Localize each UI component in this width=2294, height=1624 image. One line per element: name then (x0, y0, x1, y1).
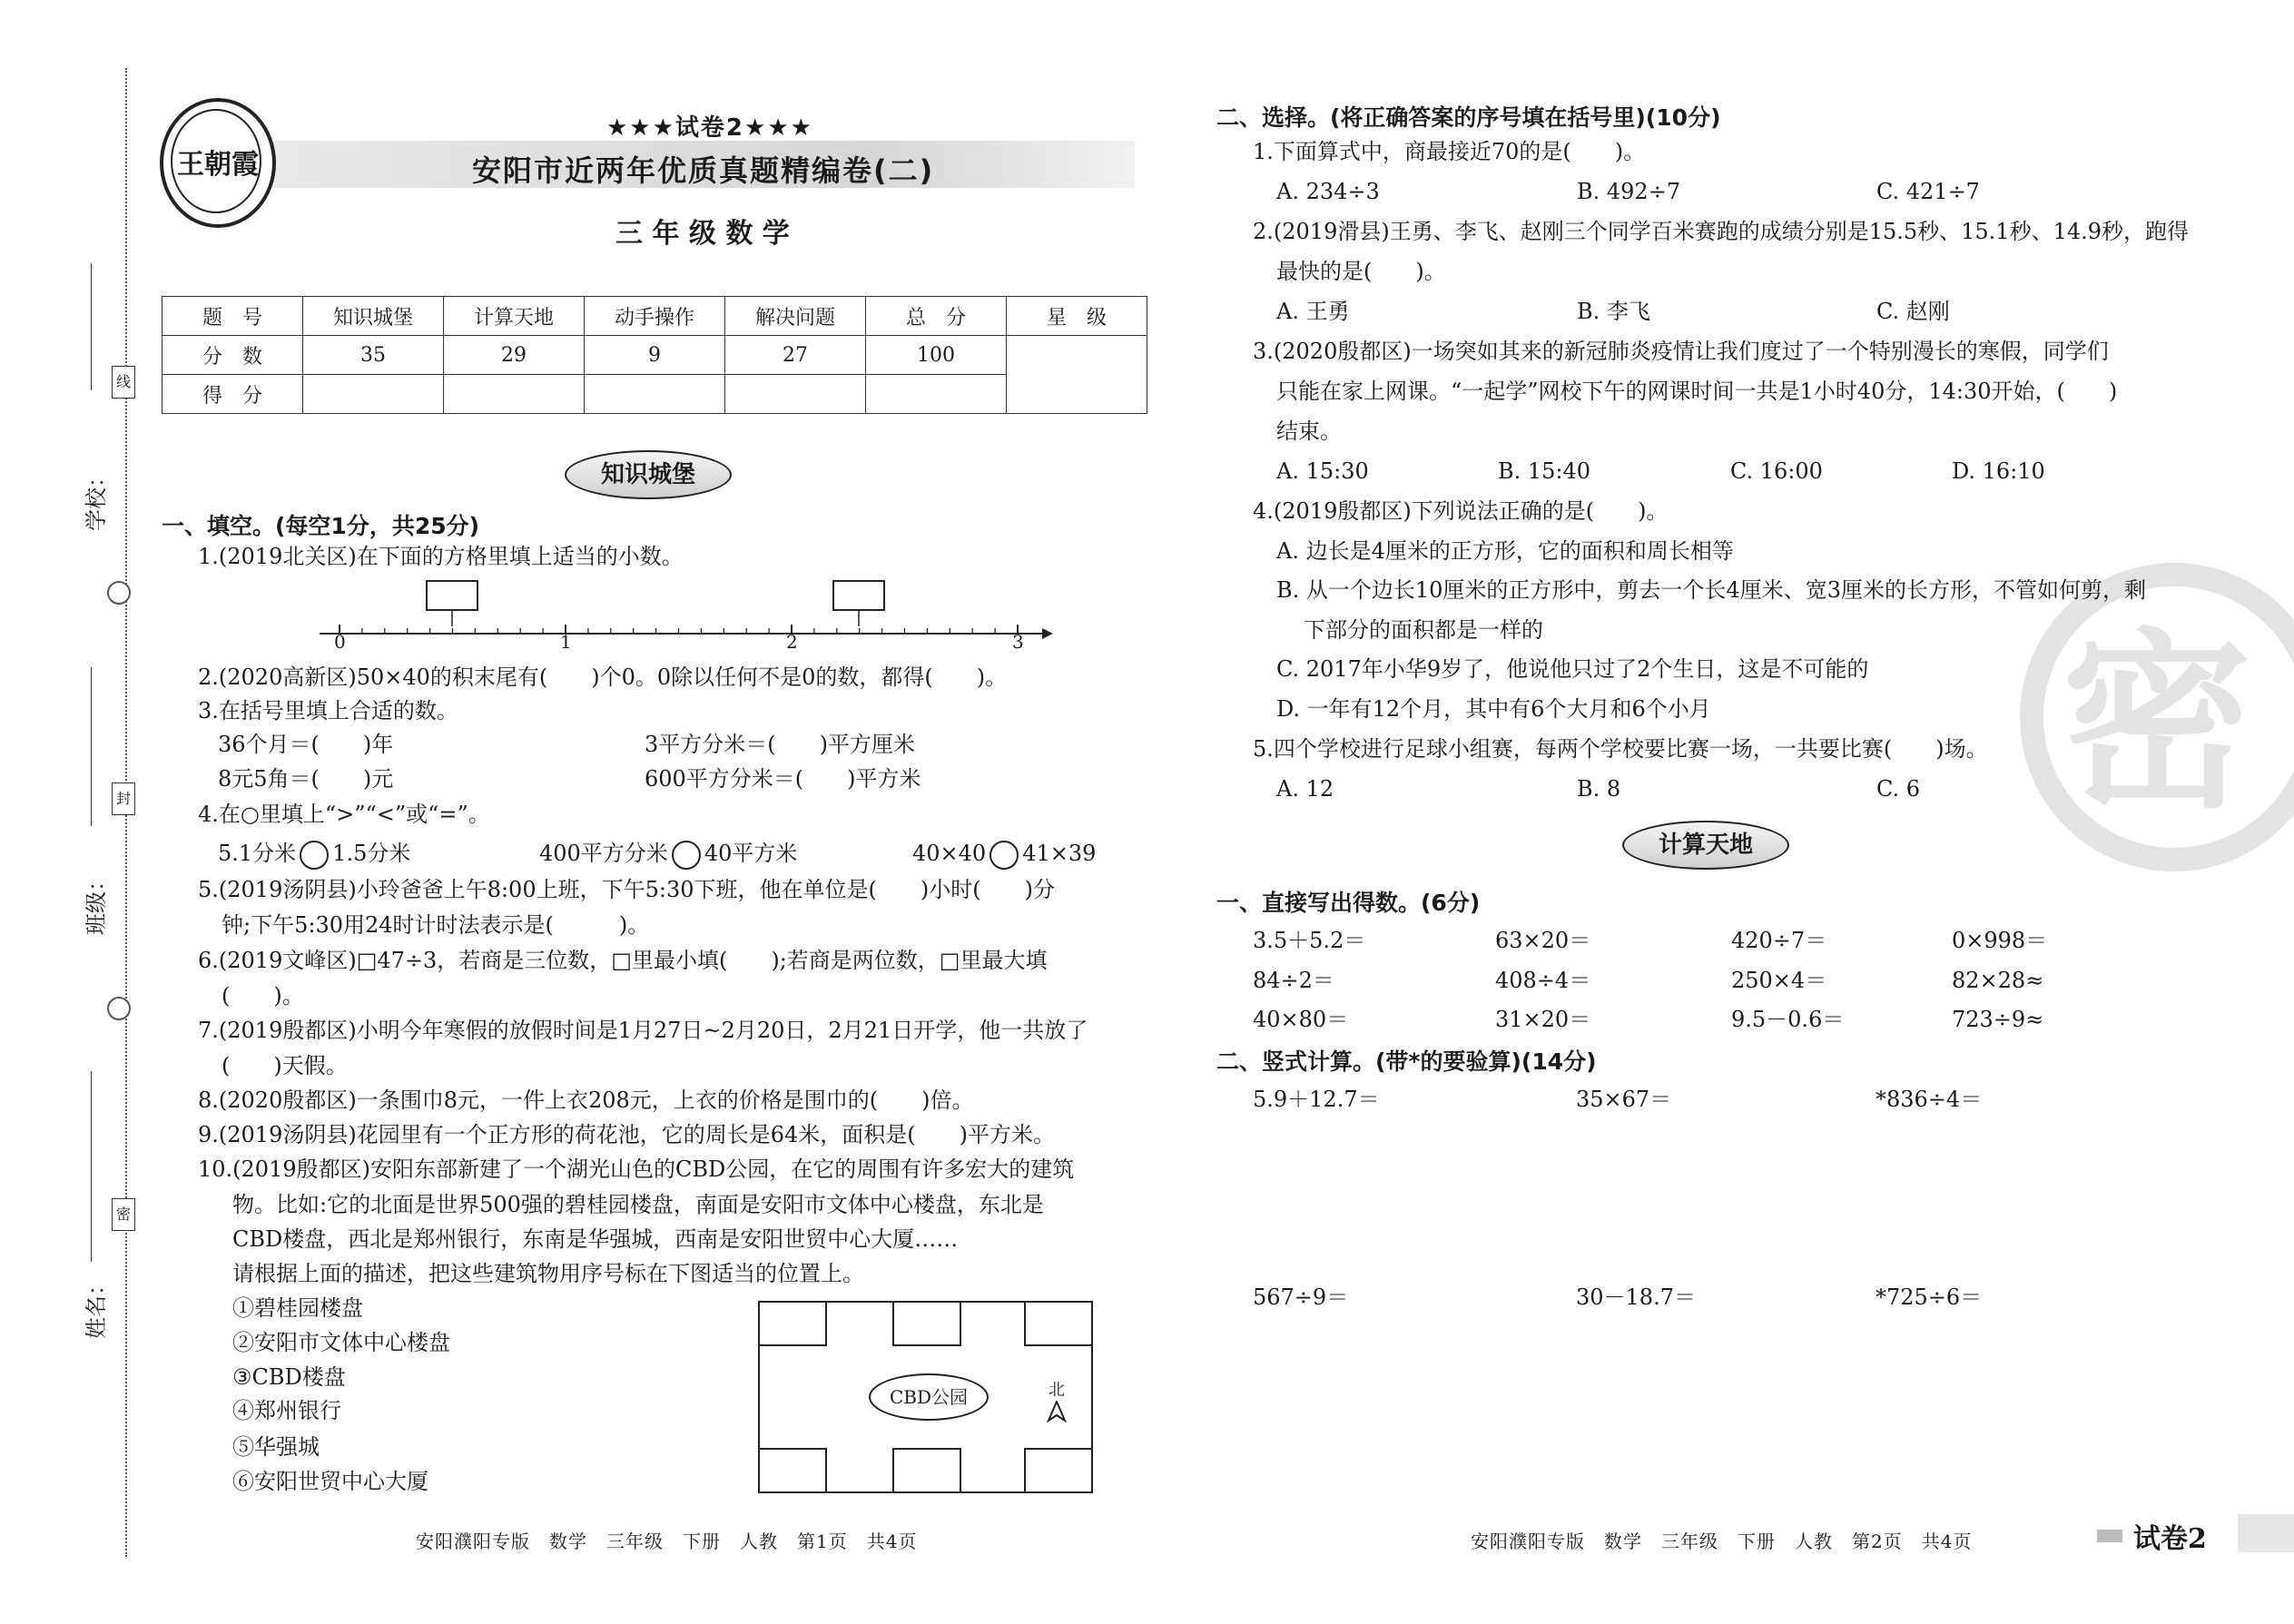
q6-line1: 6.(2019文峰区)□47÷3，若商是三位数，□里最小填( );若商是两位数，□里最大填 (198, 948, 1048, 973)
name-label: 姓名： (84, 1274, 109, 1339)
class-underline (91, 667, 92, 826)
score-header-cell: 计算天地 (444, 297, 585, 336)
q7-line1: 7.(2019殷都区)小明今年寒假的放假时间是1月27日~2月20日，2月21日开学，他一共放了 (198, 1018, 1088, 1043)
score-obtained-cell[interactable] (585, 375, 725, 414)
c4-option-a[interactable]: A. 边长是4厘米的正方形，它的面积和周长相等 (1276, 538, 1734, 564)
score-row-label: 分 数 (162, 336, 303, 375)
calc1-title: 一、直接写出得数。(6分) (1216, 890, 1481, 916)
calc2-item: *836÷4＝ (1876, 1087, 1983, 1112)
compare-circle[interactable] (672, 841, 701, 870)
score-points-cell: 9 (585, 336, 725, 375)
name-underline (91, 1071, 92, 1262)
calc2-item: *725÷6＝ (1876, 1284, 1983, 1310)
cbd-park-oval: CBD公园 (869, 1373, 989, 1421)
calc1-item: 84÷2＝ (1253, 968, 1334, 993)
corner-deco (2097, 1530, 2122, 1542)
q3a-text: 36个月＝( )年 (218, 732, 394, 757)
compare-circle[interactable] (989, 841, 1019, 870)
q5-line2: 钟;下午5:30用24时计时法表示是( )。 (222, 912, 650, 938)
exam-tag: ★★★试卷2★★★ (606, 114, 813, 142)
c3-line1: 3.(2020殷都区)一场突如其来的新冠肺炎疫情让我们度过了一个特别漫长的寒假，同学们 (1253, 339, 2109, 364)
binding-hole-1 (107, 581, 131, 605)
c5-option-c[interactable]: C. 6 (1876, 776, 1921, 802)
q4a-left: 5.1分米 (218, 841, 297, 866)
q4c-compare (912, 838, 1096, 870)
score-obtained-cell[interactable] (303, 375, 444, 414)
score-points-cell: 35 (303, 336, 444, 375)
calc1-item: 723÷9≈ (1952, 1007, 2044, 1032)
c3-option-c[interactable]: C. 16:00 (1730, 458, 1823, 484)
q2-text: 2.(2020高新区)50×40的积末尾有( )个0。0除以任何不是0的数，都得( )。 (198, 664, 1008, 690)
score-table (162, 296, 1147, 414)
building-item-1: ①碧桂园楼盘 (232, 1295, 363, 1321)
q10-line2: 物。比如:它的北面是世界500强的碧桂园楼盘，南面是安阳市文体中心楼盘，东北是 (232, 1192, 1044, 1217)
c3-option-d[interactable]: D. 16:10 (1952, 458, 2045, 484)
seal-mark-secret: 密 (112, 1198, 135, 1231)
q9-text: 9.(2019汤阴县)花园里有一个正方形的荷花池，它的周长是64米，面积是( )平方米。 (198, 1122, 1055, 1147)
calc1-item: 0×998＝ (1952, 928, 2048, 953)
calc2-item: 5.9＋12.7＝ (1253, 1087, 1380, 1112)
north-arrow-icon (1047, 1401, 1067, 1422)
score-points-cell: 100 (866, 336, 1007, 375)
score-points-cell: 29 (444, 336, 585, 375)
c4-option-d[interactable]: D. 一年有12个月，其中有6个大月和6个小月 (1276, 696, 1711, 722)
school-label: 学校： (84, 466, 109, 531)
corner-exam-tag: 试卷2 (2133, 1523, 2207, 1555)
c3-option-b[interactable]: B. 15:40 (1498, 458, 1591, 484)
part2-title: 二、选择。(将正确答案的序号填在括号里)(10分) (1216, 104, 1721, 131)
q4c-right: 41×39 (1022, 841, 1097, 866)
map-box-southwest[interactable] (758, 1448, 827, 1493)
c1-option-b[interactable]: B. 492÷7 (1577, 179, 1681, 204)
c3-line3: 结束。 (1276, 418, 1342, 444)
c1-option-c[interactable]: C. 421÷7 (1876, 179, 1980, 204)
c4-option-b-line2: 下部分的面积都是一样的 (1304, 617, 1543, 643)
q3d-text: 600平方分米＝( )平方米 (645, 766, 921, 792)
score-header-cell: 解决问题 (725, 297, 866, 336)
part1-title: 一、填空。(每空1分，共25分) (162, 513, 480, 539)
calc1-item: 408÷4＝ (1495, 968, 1591, 993)
map-box-southeast[interactable] (1024, 1448, 1093, 1493)
q3-text: 3.在括号里填上合适的数。 (198, 698, 458, 723)
exam-title: 安阳市近两年优质真题精编卷(二) (472, 153, 935, 188)
numline-label-0: 0 (334, 631, 346, 653)
q3b-text: 3平方分米＝( )平方厘米 (645, 732, 915, 757)
calc2-item: 35×67＝ (1576, 1087, 1672, 1112)
c4-text: 4.(2019殷都区)下列说法正确的是( )。 (1253, 498, 1669, 524)
calc1-item: 9.5－0.6＝ (1731, 1007, 1845, 1032)
building-item-4: ④郑州银行 (232, 1398, 341, 1423)
c2-option-b[interactable]: B. 李飞 (1577, 299, 1650, 324)
q3c-text: 8元5角＝( )元 (218, 766, 394, 792)
score-header-cell: 总 分 (866, 297, 1007, 336)
c5-text: 5.四个学校进行足球小组赛，每两个学校要比赛一场，一共要比赛( )场。 (1253, 736, 1988, 762)
brand-name: 王朝霞 (177, 149, 259, 181)
footer-right: 安阳濮阳专版 数学 三年级 下册 人教 第2页 共4页 (1471, 1530, 1973, 1552)
q1-text: 1.(2019北关区)在下面的方格里填上适当的小数。 (198, 544, 684, 569)
answer-box-1 (427, 581, 478, 610)
calc1-item: 40×80＝ (1253, 1007, 1349, 1032)
north-label: 北 (1049, 1381, 1065, 1400)
number-line-ticks (340, 625, 1018, 634)
q4-text: 4.在○里填上“>”“<”或“=”。 (198, 802, 490, 827)
map-box-northwest[interactable] (758, 1301, 827, 1346)
calc1-item: 420÷7＝ (1731, 928, 1827, 953)
q4a-right: 1.5分米 (332, 841, 411, 866)
q6-line2: ( )。 (222, 983, 304, 1009)
q8-text: 8.(2020殷都区)一条围巾8元，一件上衣208元，上衣的价格是围巾的( )倍。 (198, 1088, 974, 1113)
c3-option-a[interactable]: A. 15:30 (1276, 458, 1369, 484)
score-obtained-cell[interactable] (725, 375, 866, 414)
brand-logo (160, 98, 276, 228)
score-row-label: 得 分 (162, 375, 303, 414)
exam-subtitle: 三 年 级 数 学 (615, 218, 790, 250)
numline-label-1: 1 (560, 631, 572, 653)
q4a-compare (218, 838, 410, 870)
calc1-item: 250×4＝ (1731, 968, 1827, 993)
calc1-item: 31×20＝ (1495, 1007, 1591, 1032)
q10-line3: CBD楼盘，西北是郑州银行，东南是华强城，西南是安阳世贸中心大厦…… (232, 1226, 959, 1252)
watermark-char: 密 (2062, 612, 2253, 834)
calc2-title: 二、竖式计算。(带*的要验算)(14分) (1216, 1048, 1597, 1075)
location-map (758, 1301, 1093, 1493)
map-box-northeast[interactable] (1024, 1301, 1093, 1346)
c2-line2: 最快的是( )。 (1276, 259, 1446, 284)
building-item-5: ⑤华强城 (232, 1434, 320, 1460)
number-line-diagram (309, 574, 1053, 655)
calc1-item: 82×28≈ (1952, 968, 2044, 993)
map-box-south[interactable] (892, 1448, 961, 1493)
score-obtained-cell[interactable] (866, 375, 1007, 414)
c3-line2: 只能在家上网课。“一起学”网校下午的网课时间一共是1小时40分，14:30开始，( ) (1276, 379, 2118, 404)
corner-band (2238, 1514, 2294, 1552)
calc1-item: 3.5＋5.2＝ (1253, 928, 1366, 953)
score-header-cell: 星 级 (1007, 297, 1147, 336)
seal-mark-seal: 封 (112, 782, 135, 815)
q4b-left: 400平方分米 (539, 841, 668, 866)
c1-option-a[interactable]: A. 234÷3 (1276, 179, 1380, 204)
score-header-cell: 动手操作 (585, 297, 725, 336)
q5-line1: 5.(2019汤阴县)小玲爸爸上午8:00上班，下午5:30下班，他在单位是( )小时( )分 (198, 877, 1055, 902)
map-box-north[interactable] (892, 1301, 961, 1346)
footer-left: 安阳濮阳专版 数学 三年级 下册 人教 第1页 共4页 (416, 1530, 918, 1552)
q10-line1: 10.(2019殷都区)安阳东部新建了一个湖光山色的CBD公园，在它的周围有许多宏大的建筑 (198, 1156, 1075, 1182)
q4b-compare (539, 838, 797, 870)
building-item-2: ②安阳市文体中心楼盘 (232, 1330, 450, 1355)
section-badge-calculation: 计算天地 (1622, 821, 1789, 870)
score-obtained-cell[interactable] (444, 375, 585, 414)
numline-label-2: 2 (786, 631, 798, 653)
building-item-3: ③CBD楼盘 (232, 1364, 346, 1390)
c2-option-c[interactable]: C. 赵刚 (1876, 299, 1950, 324)
compare-circle[interactable] (300, 841, 329, 870)
q10-line4: 请根据上面的描述，把这些建筑物用序号标在下图适当的位置上。 (232, 1261, 864, 1286)
score-points-cell: 27 (725, 336, 866, 375)
score-header-cell: 知识城堡 (303, 297, 444, 336)
c4-option-c[interactable]: C. 2017年小华9岁了，他说他只过了2个生日，这是不可能的 (1276, 656, 1869, 682)
c2-option-a[interactable]: A. 王勇 (1276, 299, 1350, 324)
school-underline (91, 263, 92, 390)
secret-watermark-seal (2020, 563, 2294, 871)
answer-box-2 (833, 581, 884, 610)
class-label: 班级： (84, 870, 109, 935)
calc1-item: 63×20＝ (1495, 928, 1591, 953)
calc2-item: 567÷9＝ (1253, 1284, 1349, 1310)
seal-mark-line: 线 (112, 366, 135, 399)
q4c-left: 40×40 (912, 841, 987, 866)
q7-line2: ( )天假。 (222, 1053, 348, 1078)
c5-option-b[interactable]: B. 8 (1577, 776, 1621, 802)
score-header-cell: 题 号 (162, 297, 303, 336)
building-item-6: ⑥安阳世贸中心大厦 (232, 1469, 428, 1494)
numline-label-3: 3 (1012, 631, 1024, 653)
c5-option-a[interactable]: A. 12 (1276, 776, 1334, 802)
c2-line1: 2.(2019滑县)王勇、李飞、赵刚三个同学百米赛跑的成绩分别是15.5秒、15.1秒、14.9秒，跑得 (1253, 219, 2190, 244)
c4-option-b-line1[interactable]: B. 从一个边长10厘米的正方形中，剪去一个长4厘米、宽3厘米的长方形，不管如何剪，剩 (1276, 577, 2146, 603)
star-rating-cell[interactable] (1007, 336, 1147, 414)
q4b-right: 40平方米 (704, 841, 798, 866)
calc2-item: 30－18.7＝ (1576, 1284, 1696, 1310)
binding-hole-2 (107, 997, 131, 1020)
section-badge-knowledge: 知识城堡 (565, 450, 732, 499)
c1-text: 1.下面算式中，商最接近70的是( )。 (1253, 139, 1646, 164)
